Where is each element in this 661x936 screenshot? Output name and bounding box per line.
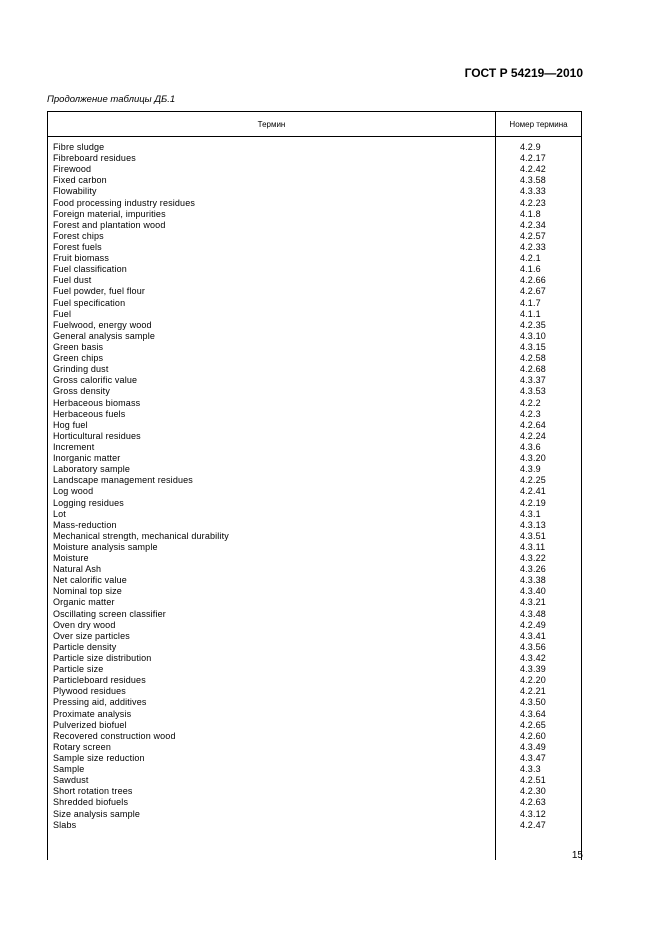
term-cell: Grinding dust	[53, 364, 109, 375]
term-cell: Herbaceous fuels	[53, 408, 126, 419]
term-cell: Log wood	[53, 486, 94, 497]
term-cell: Foreign material, impurities	[53, 208, 166, 219]
term-cell: Lot	[53, 508, 66, 519]
term-cell: Fruit biomass	[53, 253, 109, 264]
term-number-cell: 4.2.30	[520, 786, 546, 797]
column-header-number: Номер термина	[509, 119, 568, 129]
term-cell: Forest and plantation wood	[53, 219, 166, 230]
term-number-cell: 4.2.9	[520, 142, 541, 152]
term-cell: Fibre sludge	[53, 142, 105, 152]
term-number-cell: 4.3.53	[520, 386, 546, 397]
term-cell: Logging residues	[53, 497, 124, 508]
term-number-cell: 4.2.63	[520, 797, 546, 808]
term-number-cell: 4.3.20	[520, 453, 546, 464]
term-cell: Fuel classification	[53, 264, 127, 275]
term-number-cell: 4.2.64	[520, 419, 546, 430]
term-number-cell: 4.2.1	[520, 253, 541, 264]
term-cell: Gross calorific value	[53, 375, 138, 386]
term-cell: Shredded biofuels	[53, 797, 129, 808]
term-number-cell: 4.3.50	[520, 697, 546, 708]
term-cell: Hog fuel	[53, 419, 88, 430]
term-number-cell: 4.2.21	[520, 686, 546, 697]
term-number-cell: 4.2.33	[520, 241, 546, 252]
term-cell: Particle size distribution	[53, 653, 152, 664]
term-cell: Forest fuels	[53, 241, 102, 252]
term-cell: Increment	[53, 441, 95, 452]
term-cell: Sawdust	[53, 775, 89, 786]
term-number-cell: 4.1.8	[520, 208, 541, 219]
term-number-cell: 4.3.37	[520, 375, 546, 386]
number-column	[496, 137, 581, 860]
term-cell: Fixed carbon	[53, 175, 107, 186]
term-number-cell: 4.2.25	[520, 475, 546, 486]
term-cell: Fuel dust	[53, 275, 92, 286]
term-cell: Short rotation trees	[53, 786, 133, 797]
term-number-cell: 4.3.13	[520, 519, 546, 530]
term-number-cell: 4.3.10	[520, 330, 546, 341]
term-number-cell: 4.2.17	[520, 153, 546, 164]
page-number: 15	[571, 850, 583, 861]
term-number-cell: 4.2.24	[520, 430, 546, 441]
term-number-cell: 4.3.47	[520, 753, 546, 764]
term-cell: Fuel powder, fuel flour	[53, 286, 145, 297]
term-number-cell: 4.3.48	[520, 608, 546, 619]
term-number-cell: 4.3.64	[520, 708, 546, 719]
terms-table	[47, 111, 582, 860]
term-cell: Particleboard residues	[53, 675, 146, 686]
term-cell: Particle density	[53, 641, 117, 652]
term-cell: Laboratory sample	[53, 464, 131, 475]
term-cell: Natural Ash	[53, 564, 102, 575]
term-cell: General analysis sample	[53, 330, 155, 341]
term-number-cell: 4.3.33	[520, 186, 546, 197]
term-number-cell: 4.2.49	[520, 619, 546, 630]
term-number-cell: 4.2.23	[520, 197, 546, 208]
table-caption: Продолжение таблицы ДБ.1	[47, 94, 176, 105]
term-cell: Herbaceous biomass	[53, 397, 141, 408]
term-number-cell: 4.1.6	[520, 264, 541, 275]
term-number-cell: 4.3.21	[520, 597, 546, 608]
term-cell: Mechanical strength, mechanical durability	[53, 530, 229, 541]
term-cell: Fuel specification	[53, 297, 126, 308]
term-cell: Oven dry wood	[53, 619, 116, 630]
term-cell: Oscillating screen classifier	[53, 608, 166, 619]
term-cell: Landscape management residues	[53, 475, 193, 486]
term-number-cell: 4.2.51	[520, 775, 546, 786]
column-header-term: Термин	[48, 112, 496, 136]
term-cell: Rotary screen	[53, 741, 111, 752]
term-number-cell: 4.2.58	[520, 353, 546, 364]
term-cell: Inorganic matter	[53, 453, 121, 464]
term-number-cell: 4.3.39	[520, 664, 546, 675]
term-cell: Horticultural residues	[53, 430, 141, 441]
term-cell: Pressing aid, additives	[53, 697, 147, 708]
term-cell: Mass-reduction	[53, 519, 117, 530]
term-number-cell: 4.3.38	[520, 575, 546, 586]
table-header	[47, 111, 582, 137]
standard-designation: ГОСТ Р 54219—2010	[464, 66, 583, 80]
term-number-cell: 4.3.26	[520, 564, 546, 575]
term-cell: Fuel	[53, 308, 72, 319]
term-cell: Nominal top size	[53, 586, 122, 597]
term-number-cell: 4.3.22	[520, 553, 546, 564]
term-column	[48, 137, 496, 860]
term-cell: Sample	[53, 764, 85, 775]
term-cell: Plywood residues	[53, 686, 126, 697]
term-number-cell: 4.2.34	[520, 219, 546, 230]
term-number-cell: 4.2.60	[520, 730, 546, 741]
term-cell: Over size particles	[53, 630, 130, 641]
term-number-cell: 4.3.12	[520, 808, 546, 819]
table-body	[47, 137, 582, 860]
term-number-cell: 4.1.1	[520, 308, 541, 319]
term-cell: Recovered construction wood	[53, 730, 176, 741]
term-number-cell: 4.2.67	[520, 286, 546, 297]
term-number-cell: 4.3.42	[520, 653, 546, 664]
term-cell: Fibreboard residues	[53, 153, 136, 164]
term-cell: Organic matter	[53, 597, 115, 608]
term-cell: Sample size reduction	[53, 753, 145, 764]
term-cell: Particle size	[53, 664, 104, 675]
term-number-cell: 4.2.41	[520, 486, 546, 497]
term-number-cell: 4.2.66	[520, 275, 546, 286]
term-number-cell: 4.2.42	[520, 164, 546, 175]
term-cell: Forest chips	[53, 230, 104, 241]
term-cell: Moisture analysis sample	[53, 541, 158, 552]
term-number-cell: 4.2.47	[520, 819, 546, 830]
term-number-cell: 4.3.6	[520, 441, 541, 452]
term-cell: Gross density	[53, 386, 110, 397]
term-number-cell: 4.2.68	[520, 364, 546, 375]
term-cell: Green basis	[53, 341, 104, 352]
term-cell: Size analysis sample	[53, 808, 141, 819]
term-number-cell: 4.3.58	[520, 175, 546, 186]
term-cell: Food processing industry residues	[53, 197, 196, 208]
term-number-cell: 4.3.51	[520, 530, 546, 541]
term-number-cell: 4.3.15	[520, 341, 546, 352]
term-cell: Firewood	[53, 164, 92, 175]
term-number-cell: 4.3.40	[520, 586, 546, 597]
term-number-cell: 4.3.9	[520, 464, 541, 475]
term-cell: Flowability	[53, 186, 97, 197]
term-cell: Fuelwood, energy wood	[53, 319, 152, 330]
term-number-cell: 4.2.3	[520, 408, 541, 419]
term-number-cell: 4.2.57	[520, 230, 546, 241]
term-number-cell: 4.3.1	[520, 508, 541, 519]
term-cell: Green chips	[53, 353, 104, 364]
term-number-cell: 4.3.11	[520, 541, 546, 552]
term-number-cell: 4.3.41	[520, 630, 546, 641]
term-cell: Slabs	[53, 819, 77, 830]
term-number-cell: 4.3.3	[520, 764, 541, 775]
term-number-cell: 4.2.19	[520, 497, 546, 508]
term-number-cell: 4.2.35	[520, 319, 546, 330]
term-number-cell: 4.2.20	[520, 675, 546, 686]
term-cell: Pulverized biofuel	[53, 719, 127, 730]
term-number-cell: 4.2.65	[520, 719, 546, 730]
term-cell: Proximate analysis	[53, 708, 132, 719]
term-number-cell: 4.2.2	[520, 397, 541, 408]
term-number-cell: 4.3.56	[520, 641, 546, 652]
term-number-cell: 4.3.49	[520, 741, 546, 752]
term-number-cell: 4.1.7	[520, 297, 541, 308]
term-cell: Moisture	[53, 553, 89, 564]
term-cell: Net calorific value	[53, 575, 127, 586]
